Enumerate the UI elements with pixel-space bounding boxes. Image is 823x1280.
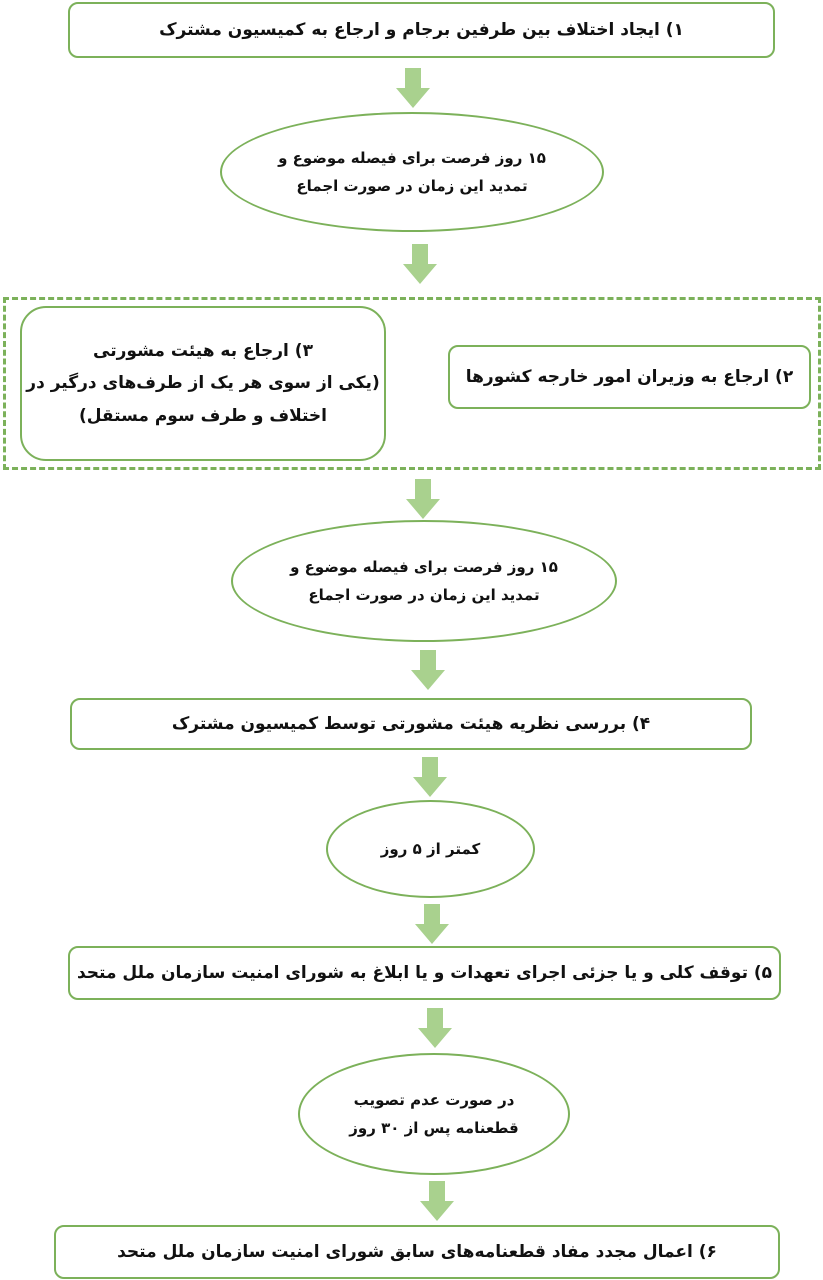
ellipse-4-line-2: قطعنامه پس از ۳۰ روز — [349, 1119, 519, 1137]
step-1-box — [68, 2, 775, 58]
ellipse-1-line-1: ۱۵ روز فرصت برای فیصله موضوع و — [278, 148, 546, 167]
step-5-box — [68, 946, 781, 1000]
step-4-box — [70, 698, 752, 750]
timeframe-ellipse-3 — [326, 800, 535, 898]
arrow-down-icon — [411, 650, 445, 690]
step-2-box — [448, 345, 811, 409]
step-6-text: ۶) اعمال مجدد مفاد قطعنامه‌های سابق شورای امنیت سازمان ملل متحد — [117, 1241, 717, 1262]
timeframe-ellipse-4 — [298, 1053, 570, 1175]
step-3-line-1: ۳) ارجاع به هیئت مشورتی — [93, 341, 313, 362]
step-3-line-2: (یکی از سوی هر یک از طرف‌های درگیر در — [26, 373, 380, 394]
ellipse-1-line-2: تمدید این زمان در صورت اجماع — [296, 177, 528, 195]
step-1-text: ۱) ایجاد اختلاف بین طرفین برجام و ارجاع به کمیسیون مشترک — [159, 19, 684, 40]
arrow-down-icon — [420, 1181, 454, 1221]
step-4-text: ۴) بررسی نظریه هیئت مشورتی توسط کمیسیون مشترک — [171, 713, 651, 734]
arrow-down-icon — [415, 904, 449, 944]
step-6-box — [54, 1225, 780, 1279]
timeframe-ellipse-2 — [231, 520, 617, 642]
arrow-down-icon — [418, 1008, 452, 1048]
ellipse-2-line-2: تمدید این زمان در صورت اجماع — [308, 586, 540, 604]
arrow-down-icon — [406, 479, 440, 519]
timeframe-ellipse-1 — [220, 112, 604, 232]
step-3-line-3: اختلاف و طرف سوم مستقل) — [78, 405, 328, 426]
arrow-down-icon — [403, 244, 437, 284]
ellipse-2-line-1: ۱۵ روز فرصت برای فیصله موضوع و — [290, 557, 558, 576]
ellipse-4-line-1: در صورت عدم تصویب — [353, 1090, 515, 1109]
step-3-box — [20, 306, 386, 461]
step-5-text: ۵) توقف کلی و یا جزئی اجرای تعهدات و یا ابلاغ به شورای امنیت سازمان ملل متحد — [76, 962, 773, 983]
arrow-down-icon — [396, 68, 430, 108]
arrow-down-icon — [413, 757, 447, 797]
step-2-text: ۲) ارجاع به وزیران امور خارجه کشورها — [465, 366, 794, 387]
ellipse-3-text: کمتر از ۵ روز — [380, 839, 481, 858]
